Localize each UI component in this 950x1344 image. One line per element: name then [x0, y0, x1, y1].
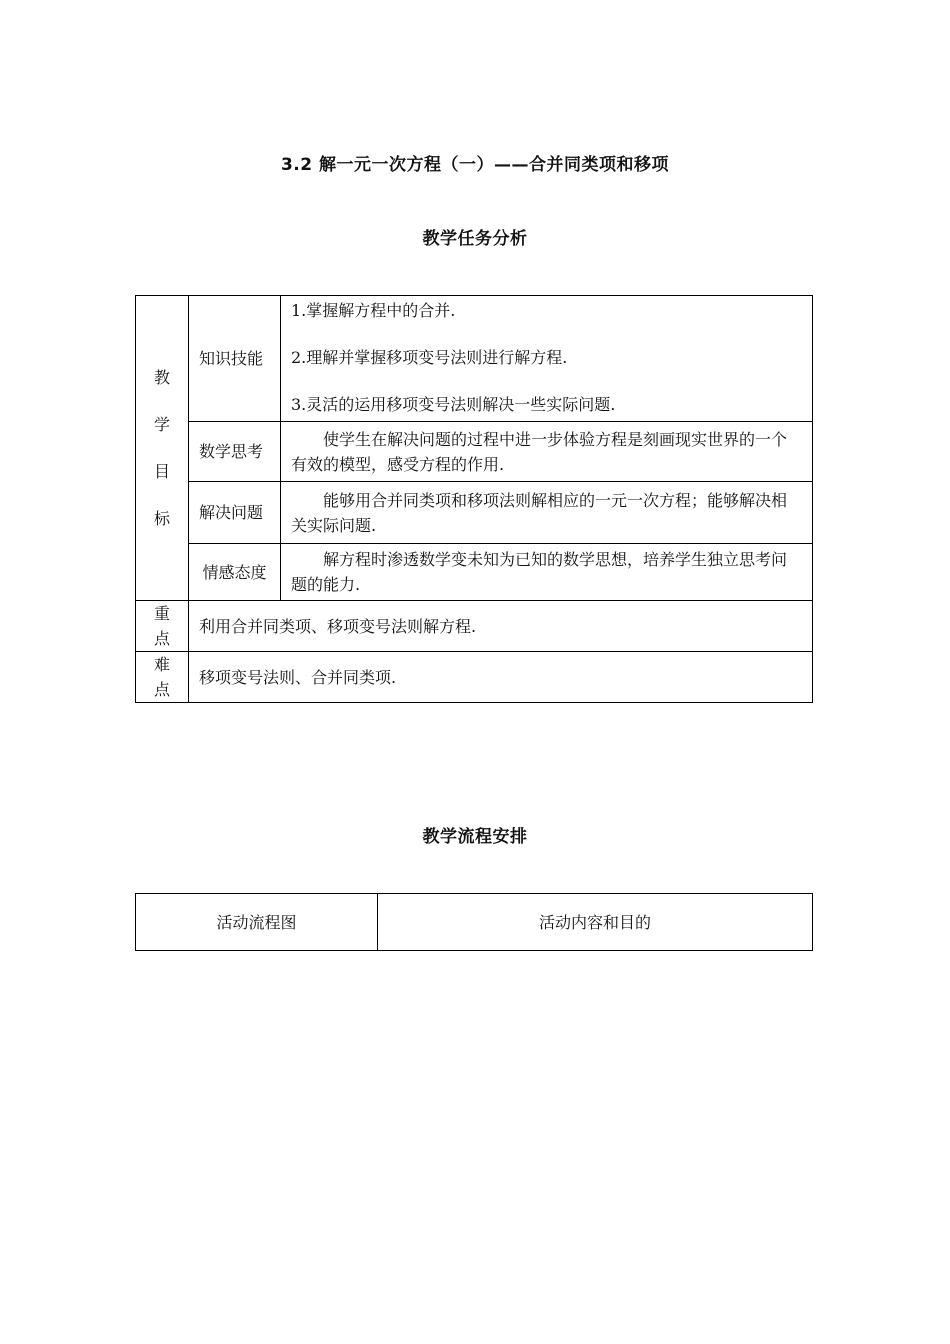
table-row — [136, 296, 813, 422]
table-row — [136, 422, 813, 482]
key-point-content: 利用合并同类项、移项变号法则解方程. — [189, 601, 813, 652]
objectives-char: 标 — [153, 509, 170, 528]
objectives-group-label — [136, 296, 189, 601]
table-row — [136, 652, 813, 703]
section-title-task-analysis: 教学任务分析 — [422, 229, 528, 249]
teaching-flow-table — [135, 893, 813, 951]
table-row — [136, 894, 813, 951]
table-row — [136, 482, 813, 544]
objectives-char: 目 — [153, 462, 170, 481]
table-row — [136, 601, 813, 652]
attitude-content: 解方程时渗透数学变未知为已知的数学思想，培养学生独立思考问题的能力. — [281, 544, 813, 601]
difficulty-label: 难点 — [136, 652, 189, 703]
table-row — [136, 544, 813, 601]
problem-solving-content: 能够用合并同类项和移项法则解相应的一元一次方程；能够解决相关实际问题. — [281, 482, 813, 544]
key-point-label: 重点 — [136, 601, 189, 652]
flow-header-chart: 活动流程图 — [136, 894, 378, 951]
thinking-label: 数学思考 — [189, 422, 281, 482]
flow-header-content: 活动内容和目的 — [378, 894, 813, 951]
attitude-label: 情感态度 — [189, 544, 281, 601]
section-title-teaching-flow: 教学流程安排 — [422, 827, 528, 847]
knowledge-item: 2.理解并掌握移项变号法则进行解方程. — [291, 348, 568, 367]
knowledge-label: 知识技能 — [189, 296, 281, 422]
document-title: 3.2 解一元一次方程（一）——合并同类项和移项 — [280, 155, 670, 175]
objectives-char: 教 — [153, 368, 170, 387]
objectives-char: 学 — [153, 415, 170, 434]
task-analysis-table — [135, 295, 813, 703]
difficulty-content: 移项变号法则、合并同类项. — [189, 652, 813, 703]
knowledge-item: 1.掌握解方程中的合并. — [291, 301, 456, 320]
knowledge-item: 3.灵活的运用移项变号法则解决一些实际问题. — [291, 395, 616, 414]
knowledge-content — [281, 296, 813, 422]
problem-solving-label: 解决问题 — [189, 482, 281, 544]
thinking-content: 使学生在解决问题的过程中进一步体验方程是刻画现实世界的一个有效的模型，感受方程的作用. — [281, 422, 813, 482]
